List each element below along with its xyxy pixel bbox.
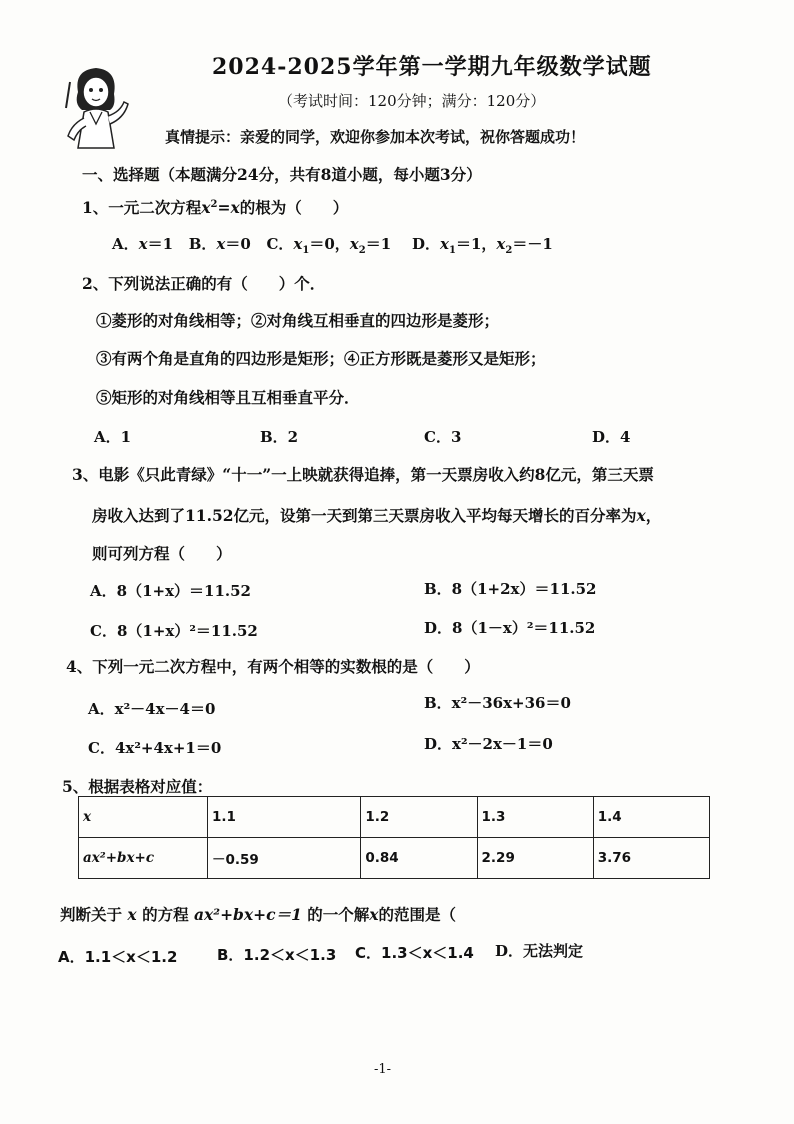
q1-option-a: A． [112, 235, 139, 253]
q3-option-c: C．8（1+x）²＝11.52 [90, 622, 258, 640]
question-2-stem: 2、下列说法正确的有（ ）个． [82, 274, 326, 293]
table-cell: －0.59 [208, 838, 361, 879]
table-cell: 1.4 [593, 797, 709, 838]
q5-variable: x [127, 905, 137, 924]
q2-statement-2: ③有两个角是直角的四边形是矩形；④正方形既是菱形又是矩形； [96, 349, 546, 368]
table-cell: x [79, 797, 208, 838]
q3-option-b: B．8（1+2x）＝11.52 [424, 580, 597, 598]
q2-option-b: B．2 [260, 428, 299, 446]
q5-option-b: B．1.2＜x＜1.3 [217, 946, 337, 964]
q1-stem-prefix: 1、一元二次方程 [82, 198, 202, 217]
q2-statement-3: ⑤矩形的对角线相等且互相垂直平分． [96, 388, 360, 407]
question-1-stem: 1、一元二次方程$x^2=x$的根为（ ） [82, 198, 349, 217]
q3-option-d: D．8（1－x）²＝11.52 [424, 619, 596, 637]
exam-title: 2024-2025学年第一学期九年级数学试题 [212, 54, 652, 80]
q1-options: A．x＝1 B．x＝0 C．$x_1=0$，$x_2=1$ D．$x_1=1$，$x_2=-1$ [112, 235, 553, 256]
q3-line-1: 3、电影《只此青绿》“十一”一上映就获得追捧，第一天票房收入约8亿元，第三天票 [72, 465, 654, 484]
q3-line-2 [92, 504, 661, 526]
q4-option-d: D．x²－2x－1＝0 [424, 735, 553, 753]
q1-option-b: B． [188, 235, 217, 253]
q3-line-2-text: 房收入达到了11.52亿元，设第一天到第三天票房收入平均每天增长的百分率为 [92, 506, 637, 525]
table-cell: 1.1 [208, 797, 361, 838]
q5-variable-2: x [369, 905, 379, 924]
q5-judge-prefix: 判断关于 [60, 905, 123, 924]
q5-judge-end: 的范围是（ [378, 905, 457, 924]
table-cell: 1.3 [477, 797, 593, 838]
q5-judge-suffix: 的一个解 [307, 905, 370, 924]
value-table [78, 796, 710, 879]
table-row [79, 838, 710, 879]
question-4-stem: 4、下列一元二次方程中，有两个相等的实数根的是（ ） [66, 657, 480, 676]
q2-option-a: A．1 [94, 428, 132, 446]
cartoon-girl-icon [60, 62, 132, 150]
q1-option-c: C． [266, 235, 294, 253]
q5-equation: ax²+bx+c＝1 [194, 905, 302, 924]
q5-judge-mid: 的方程 [142, 905, 189, 924]
question-5-stem: 5、根据表格对应值： [62, 777, 213, 796]
q5-option-d: D．无法判定 [495, 942, 584, 960]
q4-option-c: C．4x²+4x+1＝0 [88, 739, 222, 757]
q3-option-a: A．8（1+x）＝11.52 [90, 582, 251, 600]
table-cell: 3.76 [593, 838, 709, 879]
q3-line-2-end: ， [645, 506, 662, 525]
section-heading: 一、选择题（本题满分24分，共有8道小题，每小题3分） [82, 165, 482, 184]
q3-line-3: 则可列方程（ ） [92, 544, 232, 563]
exam-info: （考试时间：120分钟；满分：120分） [278, 92, 546, 110]
q5-option-c: C．1.3＜x＜1.4 [355, 944, 474, 962]
q4-option-b: B．x²－36x+36＝0 [424, 694, 571, 712]
q2-option-c: C．3 [424, 428, 462, 446]
q1-stem-suffix: 的根为（ ） [239, 198, 349, 217]
table-cell: 2.29 [477, 838, 593, 879]
q4-option-a: A．x²－4x－4＝0 [88, 700, 216, 718]
q3-variable: x [636, 506, 646, 525]
q2-statement-1: ①菱形的对角线相等；②对角线互相垂直的四边形是菱形； [96, 311, 500, 330]
greeting-text: 真情提示：亲爱的同学，欢迎你参加本次考试，祝你答题成功！ [165, 128, 586, 146]
q5-option-a: A．1.1＜x＜1.2 [58, 948, 178, 966]
table-cell: 1.2 [361, 797, 477, 838]
table-cell: 0.84 [361, 838, 477, 879]
q2-option-d: D．4 [592, 428, 631, 446]
q5-judge-line [60, 903, 456, 925]
table-row [79, 797, 710, 838]
q1-option-d: D． [412, 235, 441, 253]
page-number: -1- [374, 1062, 392, 1077]
table-cell: ax²+bx+c [79, 838, 208, 879]
